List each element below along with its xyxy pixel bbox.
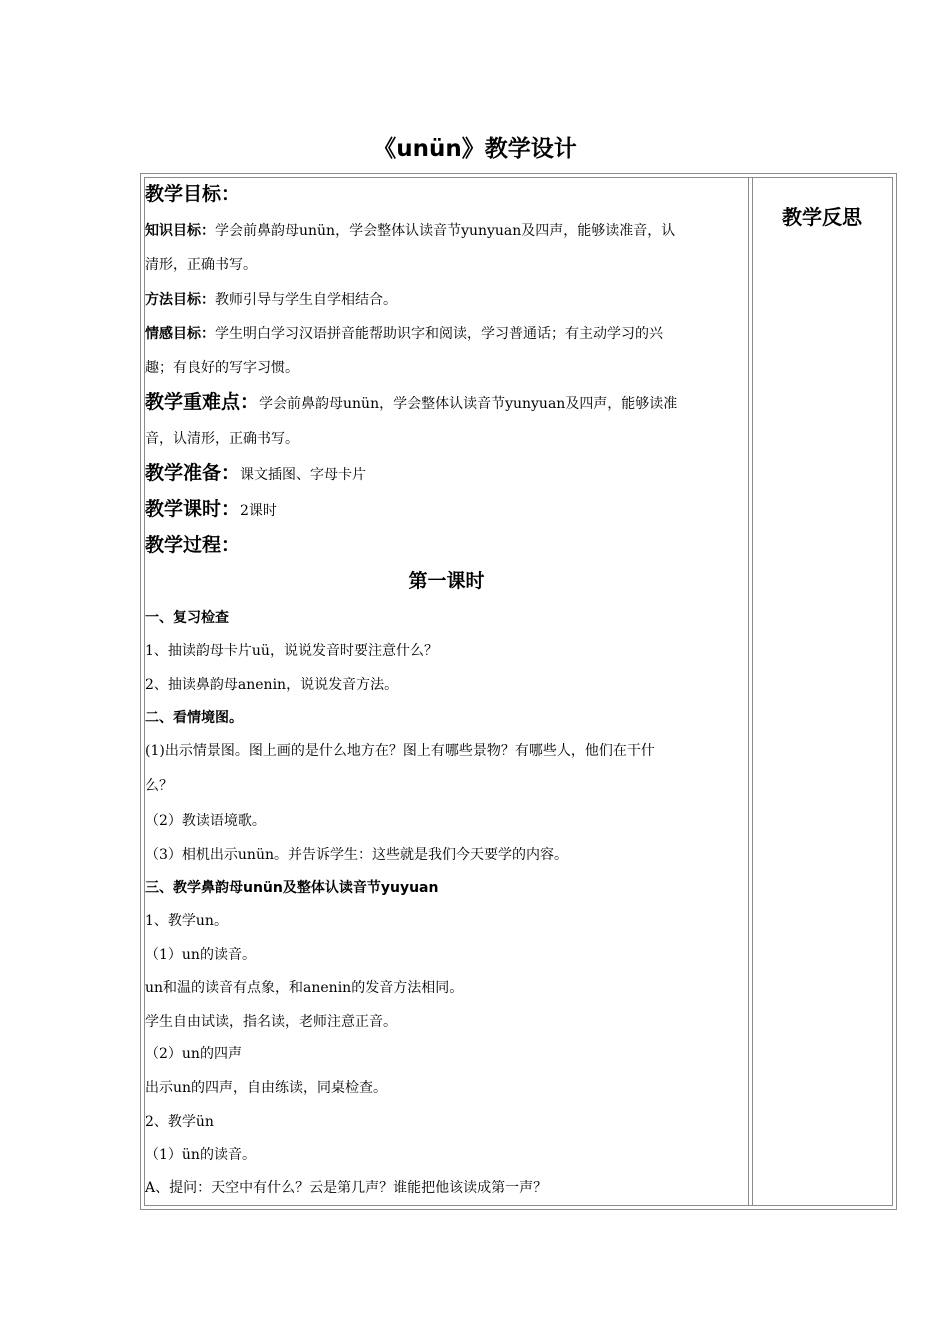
emotion-objective [145, 322, 748, 345]
process-heading: 教学过程： [145, 534, 241, 556]
document-title: 《unün》教学设计 [373, 136, 577, 162]
hours-text: 2课时 [240, 503, 277, 519]
preparation [145, 459, 748, 489]
emotion-text: 学生明白学习汉语拼音能帮助识字和阅读，学习普通话；有主动学习的兴 [215, 326, 663, 342]
review-item-2: 2、抽读鼻韵母anenin，说说发音方法。 [145, 677, 399, 693]
lesson-plan-table [140, 173, 897, 1210]
emotion-label: 情感目标： [145, 326, 215, 342]
key-points-text: 学会前鼻韵母unün，学会整体认读音节yunyuan及四声，能够读准 [259, 396, 678, 412]
review-heading: 一、复习检查 [145, 610, 229, 626]
teach-item-1-1: （1）un的读音。 [145, 947, 256, 963]
knowledge-text-cont: 清形，正确书写。 [145, 257, 257, 273]
teach-heading: 三、教学鼻韵母unün及整体认读音节yuyuan [145, 880, 439, 896]
scene-item-3: （3）相机出示unün。并告诉学生：这些就是我们今天要学的内容。 [145, 847, 568, 863]
knowledge-text: 学会前鼻韵母unün，学会整体认读音节yunyuan及四声，能够读准音，认 [215, 223, 676, 239]
objectives-heading: 教学目标： [145, 183, 241, 205]
key-points [145, 388, 748, 418]
scene-item-2: （2）教读语境歌。 [145, 813, 266, 829]
scene-item-1-cont: 么？ [145, 778, 173, 794]
preparation-text: 课文插图、字母卡片 [240, 467, 367, 483]
method-text: 教师引导与学生自学相结合。 [215, 292, 397, 308]
preparation-heading: 教学准备： [145, 462, 241, 484]
key-points-text-cont: 音，认清形，正确书写。 [145, 431, 299, 447]
review-item-1: 1、抽读韵母卡片uü，说说发音时要注意什么？ [145, 643, 438, 659]
process-section [145, 531, 748, 560]
teach-item-2: 2、教学ün [145, 1114, 214, 1130]
class-hours [145, 495, 748, 525]
lesson-content-cell [145, 178, 748, 1205]
lesson1-title: 第一课时 [408, 570, 485, 592]
teach-item-1-1a: un和温的读音有点象，和anenin的发音方法相同。 [145, 980, 464, 996]
emotion-text-cont: 趣；有良好的写字习惯。 [145, 360, 299, 376]
teach-item-1-2a: 出示un的四声，自由练读，同桌检查。 [145, 1080, 388, 1096]
method-objective [145, 288, 748, 311]
teach-item-2-1: （1）ün的读音。 [145, 1147, 256, 1163]
scene-item-1: (1)出示情景图。图上画的是什么地方在？图上有哪些景物？有哪些人，他们在干什 [145, 743, 655, 759]
teach-item-2-1a: A、提问：天空中有什么？云是第几声？谁能把他该读成第一声？ [145, 1180, 548, 1196]
reflection-header: 教学反思 [782, 205, 862, 229]
knowledge-objective [145, 219, 748, 242]
table-inner-border [144, 177, 893, 1206]
teach-item-1-2: （2）un的四声 [145, 1046, 242, 1062]
method-label: 方法目标： [145, 292, 215, 308]
hours-heading: 教学课时： [145, 498, 241, 520]
teach-item-1: 1、教学un。 [145, 913, 228, 929]
key-points-heading: 教学重难点： [145, 391, 260, 413]
scene-heading: 二、看情境图。 [145, 710, 243, 726]
knowledge-label: 知识目标： [145, 223, 215, 239]
objectives-section [145, 180, 748, 209]
teach-item-1-1b: 学生自由试读，指名读，老师注意正音。 [145, 1014, 397, 1030]
reflection-cell [752, 178, 892, 1205]
